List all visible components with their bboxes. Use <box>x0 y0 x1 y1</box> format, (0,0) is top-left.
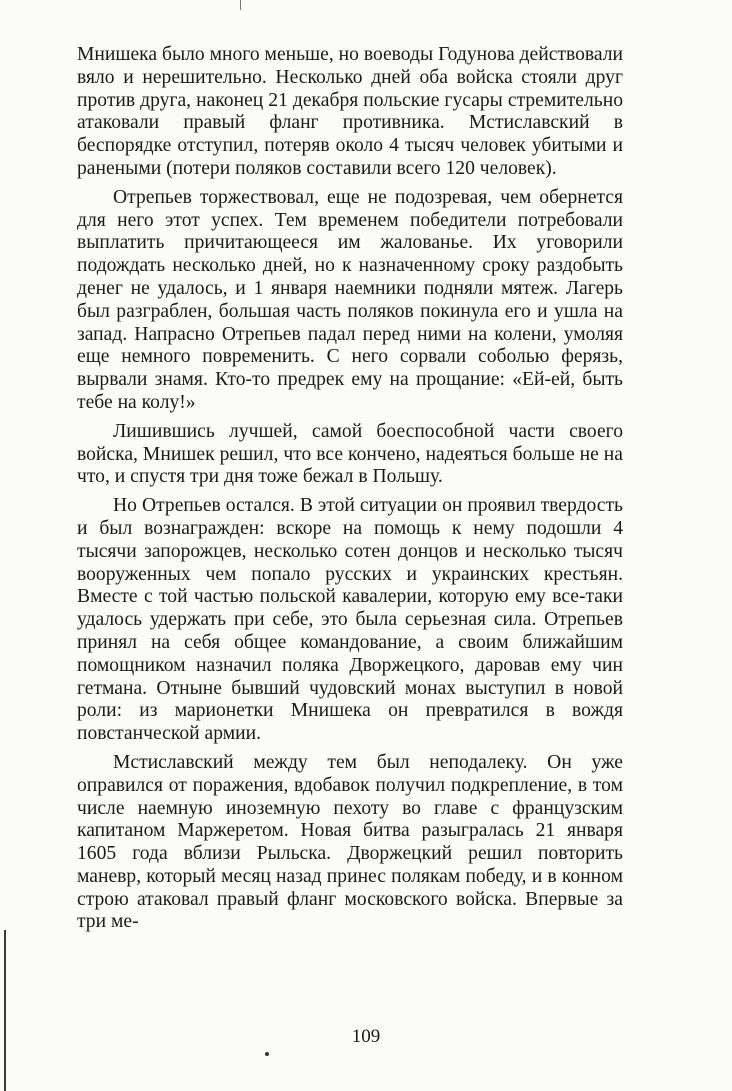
body-text <box>77 44 623 934</box>
page-number: 109 <box>351 1026 381 1047</box>
paragraph-3: Лишившись лучшей, самой боеспособной части своего войска, Мнишек решил, что все кончено, надеяться больше не на что, и спустя три дня тоже бежал в Польшу. <box>77 420 623 488</box>
paragraph-4: Но Отрепьев остался. В этой ситуации он проявил твердость и был вознагражден: вскоре на помощь к нему подошли 4 тысячи запорожцев, несколько сотен донцов и несколько тысяч вооруженных чем попало русских и украинских крестьян. Вместе с той частью польской кавалерии, которую ему все-таки удалось удержать при себе, это была серьезная сила. Отрепьев принял на себя общее командование, а своим ближайшим помощником назначил поляка Дворжецкого, даровав ему чин гетмана. Отныне бывший чудовский монах выступил в новой роли: из марионетки Мнишека он превратился в вождя повстанческой армии. <box>77 495 623 745</box>
scan-speck <box>265 1052 269 1056</box>
paragraph-5: Мстиславский между тем был неподалеку. Он уже оправился от поражения, вдобавок получил подкрепление, в том числе наемную иноземную пехоту во главе с французским капитаном Маржеретом. Новая битва разыгралась 21 января 1605 года вблизи Рыльска. Дворжецкий решил повторить маневр, который месяц назад принес полякам победу, и в конном строю атаковал правый фланг московского войска. Впервые за три ме- <box>77 751 623 933</box>
paragraph-2: Отрепьев торжествовал, еще не подозревая, чем обернется для него этот успех. Тем временем победители потребовали выплатить причитающееся им жалованье. Их уговорили подождать несколько дней, но к назначенному сроку раздобыть денег не удалось, и 1 января наемники подняли мятеж. Лагерь был разграблен, большая часть поляков покинула его и ушла на запад. Напрасно Отрепьев падал перед ними на колени, умоляя еще немного повременить. С него сорвали соболью ферязь, вырвали знамя. Кто-то предрек ему на прощание: «Ей-ей, быть тебе на колу!» <box>77 186 623 413</box>
page-edge-line <box>4 930 6 1091</box>
paragraph-1: Мнишека было много меньше, но воеводы Годунова действовали вяло и нерешительно. Несколько дней оба войска стояли друг против друга, наконец 21 декабря польские гусары стремительно атаковали правый фланг противника. Мстиславский в беспорядке отступил, потеряв около 4 тысяч человек убитыми и ранеными (потери поляков составили всего 120 человек). <box>77 44 623 179</box>
scan-mark <box>240 0 241 10</box>
